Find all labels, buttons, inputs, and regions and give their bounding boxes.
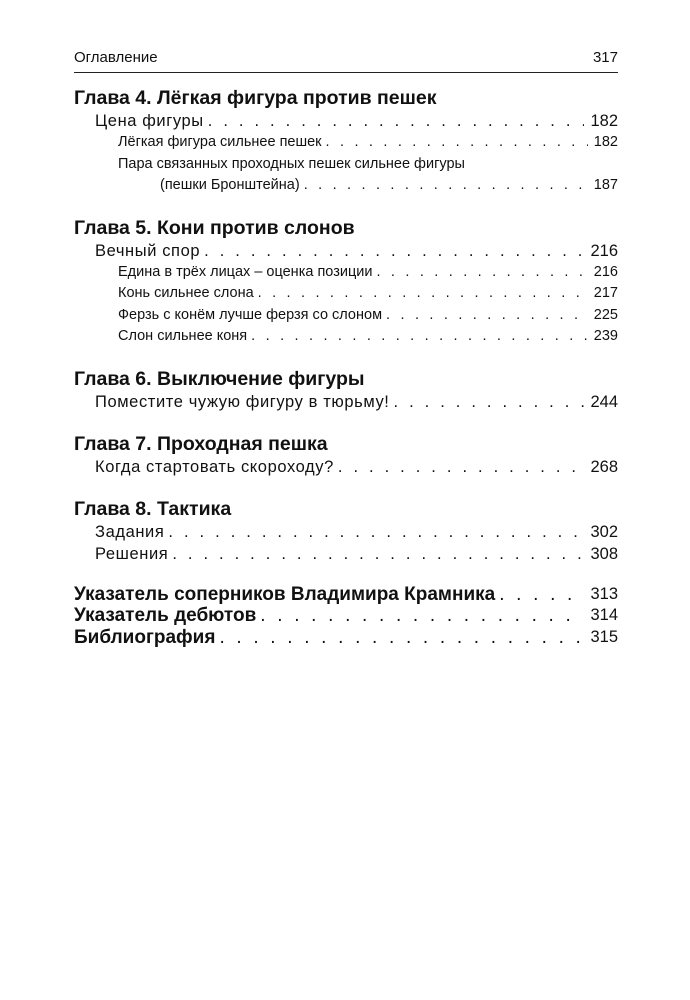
toc-entry-title: Лёгкая фигура сильнее пешек [118, 134, 322, 150]
chapter-heading: Глава 8. Тактика [74, 497, 232, 520]
toc-entry-title: Решения [95, 544, 169, 563]
dot-leader [260, 605, 584, 627]
toc-entry-title-line2: (пешки Бронштейна) [160, 177, 300, 193]
dot-leader [499, 584, 584, 606]
toc-entry-page: 244 [590, 392, 618, 411]
toc-entry-title: Задания [95, 522, 165, 541]
toc-backmatter-entry [74, 584, 618, 606]
toc-subsection-entry [74, 262, 618, 284]
page-number: 317 [592, 49, 618, 66]
toc-entry-title: Библиография [74, 626, 216, 648]
toc-entry-title: Цена фигуры [95, 112, 204, 130]
toc-entry-page: 217 [593, 285, 618, 301]
toc-entry-page: 239 [593, 328, 618, 344]
toc-entry-title-line1: Пара связанных проходных пешек сильнее фигуры [118, 155, 465, 172]
dot-leader [258, 283, 588, 305]
running-header [74, 49, 618, 71]
toc-entry-page: 313 [590, 584, 618, 603]
dot-leader [168, 521, 584, 543]
toc-entry-page: 314 [590, 606, 618, 624]
toc-section-entry [74, 391, 618, 413]
toc-entry-page: 187 [593, 177, 618, 193]
toc-backmatter-entry [74, 605, 618, 627]
toc-entry-page: 308 [590, 544, 618, 563]
dot-leader [394, 391, 585, 413]
toc-section-entry [74, 456, 618, 478]
dot-leader [338, 456, 585, 478]
dot-leader [386, 305, 588, 327]
toc-entry-title: Конь сильнее слона [118, 285, 254, 301]
toc-entry-page: 225 [593, 306, 618, 323]
toc-entry-title: Указатель соперников Владимира Крамника [74, 583, 496, 605]
toc-subsection-entry [74, 305, 618, 327]
toc-entry-title: Указатель дебютов [74, 605, 257, 626]
toc-entry-title: Едина в трёх лицах – оценка позиции [118, 263, 373, 280]
toc-entry-title: Слон сильнее коня [118, 328, 248, 344]
dot-leader [172, 543, 584, 565]
running-header-title: Оглавление [74, 49, 158, 66]
chapter-heading: Глава 4. Лёгкая фигура против пешек [74, 87, 437, 109]
toc-entry-title: Поместите чужую фигуру в тюрьму! [95, 392, 390, 411]
dot-leader [304, 175, 588, 197]
dot-leader [376, 262, 587, 284]
toc-entry-title: Когда стартовать скороходу? [95, 457, 334, 476]
toc-entry-page: 302 [590, 522, 618, 541]
toc-entry-title: Ферзь с конём лучше ферзя со слоном [118, 306, 383, 323]
chapter-heading: Глава 7. Проходная пешка [74, 432, 328, 455]
dot-leader [219, 627, 584, 649]
chapter-heading: Глава 6. Выключение фигуры [74, 367, 365, 390]
table-of-contents [74, 86, 618, 648]
toc-entry-page: 182 [593, 134, 618, 150]
header-rule [74, 72, 618, 73]
toc-section-entry [74, 110, 618, 132]
toc-entry-page: 216 [593, 263, 618, 280]
toc-backmatter-entry [74, 627, 618, 649]
toc-entry-page: 315 [590, 627, 618, 646]
chapter-heading: Глава 5. Кони против слонов [74, 216, 355, 239]
toc-entry-title: Вечный спор [95, 241, 201, 260]
toc-subsection-entry [74, 283, 618, 305]
toc-section-entry [74, 240, 618, 262]
dot-leader [204, 240, 584, 262]
dot-leader [326, 132, 588, 154]
toc-entry-page: 216 [590, 241, 618, 260]
toc-section-entry [74, 521, 618, 543]
toc-entry-page: 268 [590, 457, 618, 476]
toc-subsection-entry [74, 132, 618, 154]
dot-leader [251, 326, 588, 348]
toc-section-entry [74, 543, 618, 565]
toc-subsection-entry [74, 326, 618, 348]
dot-leader [208, 110, 585, 132]
toc-subsection-entry [74, 175, 618, 197]
toc-entry-page: 182 [590, 112, 618, 130]
